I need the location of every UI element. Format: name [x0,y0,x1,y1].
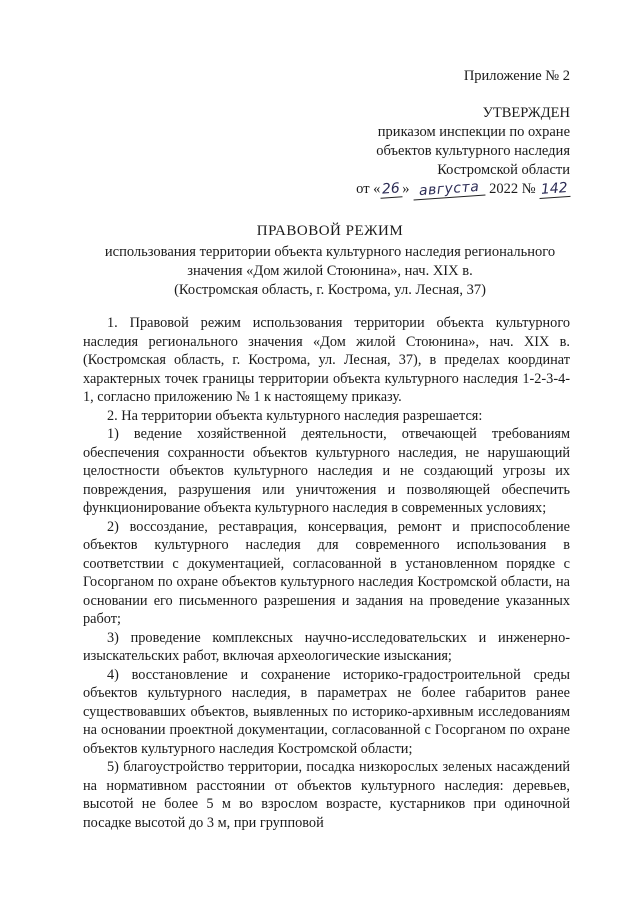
document-title [70,222,590,300]
paragraph-2: 2. На территории объекта культурного наследия разрешается: [107,407,483,424]
appendix-label: Приложение № 2 [463,68,570,84]
title-main: ПРАВОВОЙ РЕЖИМ [256,223,404,239]
list-item: 4) восстановление и сохранение историко-градостроительной среды объектов культурного наследия, в параметрах не более габаритов ранее существовавших объектов, выявленных по историко-архивным исследованиям на основании проектной документации, согласованной с Госорганом по охране объектов культурного наследия Костромской области; [83,666,570,757]
order-line-2: объектов культурного наследия [376,143,570,159]
approval-block [356,104,570,199]
list-item: 1) ведение хозяйственной деятельности, отвечающей требованиям обеспечения сохранности объектов культурного наследия, не нарушающий целостности объектов культурного наследия и не создающий угрозы их повреждения, разрушения или уничтожения и позволяющей обеспечить функционирование объекта культурного наследия в современных условиях; [83,426,570,516]
list-item: 2) воссоздание, реставрация, консервация, ремонт и приспособление объектов культурного наследия для современного использования в соответствии с документацией, согласованной в установленном порядке с Госорганом по охране объектов культурного наследия Костромской области, на основании его письменного разрешения и задания на проведение указанных работ; [83,518,570,627]
list-item: 5) благоустройство территории, посадка низкорослых зеленых насаждений на нормативном расстоянии от объектов культурного наследия: деревьев, высотой не более 5 м во взрослом возрасте, кустарников при одиночной посадке высотой до 3 м, при групповой [83,759,570,831]
paragraph-1: 1. Правовой режим использования территории объекта культурного наследия регионального значения «Дом жилой Стоюнина», нач. XIX в. (Костромская область, г. Кострома, ул. Лесная, 37), в пределах координат характерных точек границы территории объекта культурного наследия 1-2-3-4-1, согласно приложению № 1 к настоящему приказу. [83,315,570,405]
title-line-2: значения «Дом жилой Стоюнина», нач. XIX в. [187,263,473,279]
order-line-1: приказом инспекции по охране [377,124,570,140]
title-line-3: (Костромская область, г. Кострома, ул. Лесная, 37) [174,282,486,298]
list-item: 3) проведение комплексных научно-исследовательских и инженерно-изыскательских работ, включая археологические изыскания; [83,629,570,664]
date-year: 2022 № [489,181,536,197]
order-line-3: Костромской области [437,162,570,178]
handwritten-day: 26 [380,181,403,198]
handwritten-month: августа [413,179,486,200]
date-prefix: от « [356,181,381,197]
handwritten-order-number: 142 [539,181,571,199]
title-line-1: использования территории объекта культурного наследия регионального [104,244,556,260]
order-date-line [356,180,570,199]
document-body [83,314,570,832]
approved-heading: УТВЕРЖДЕН [482,105,570,121]
date-mid: » [402,181,410,197]
